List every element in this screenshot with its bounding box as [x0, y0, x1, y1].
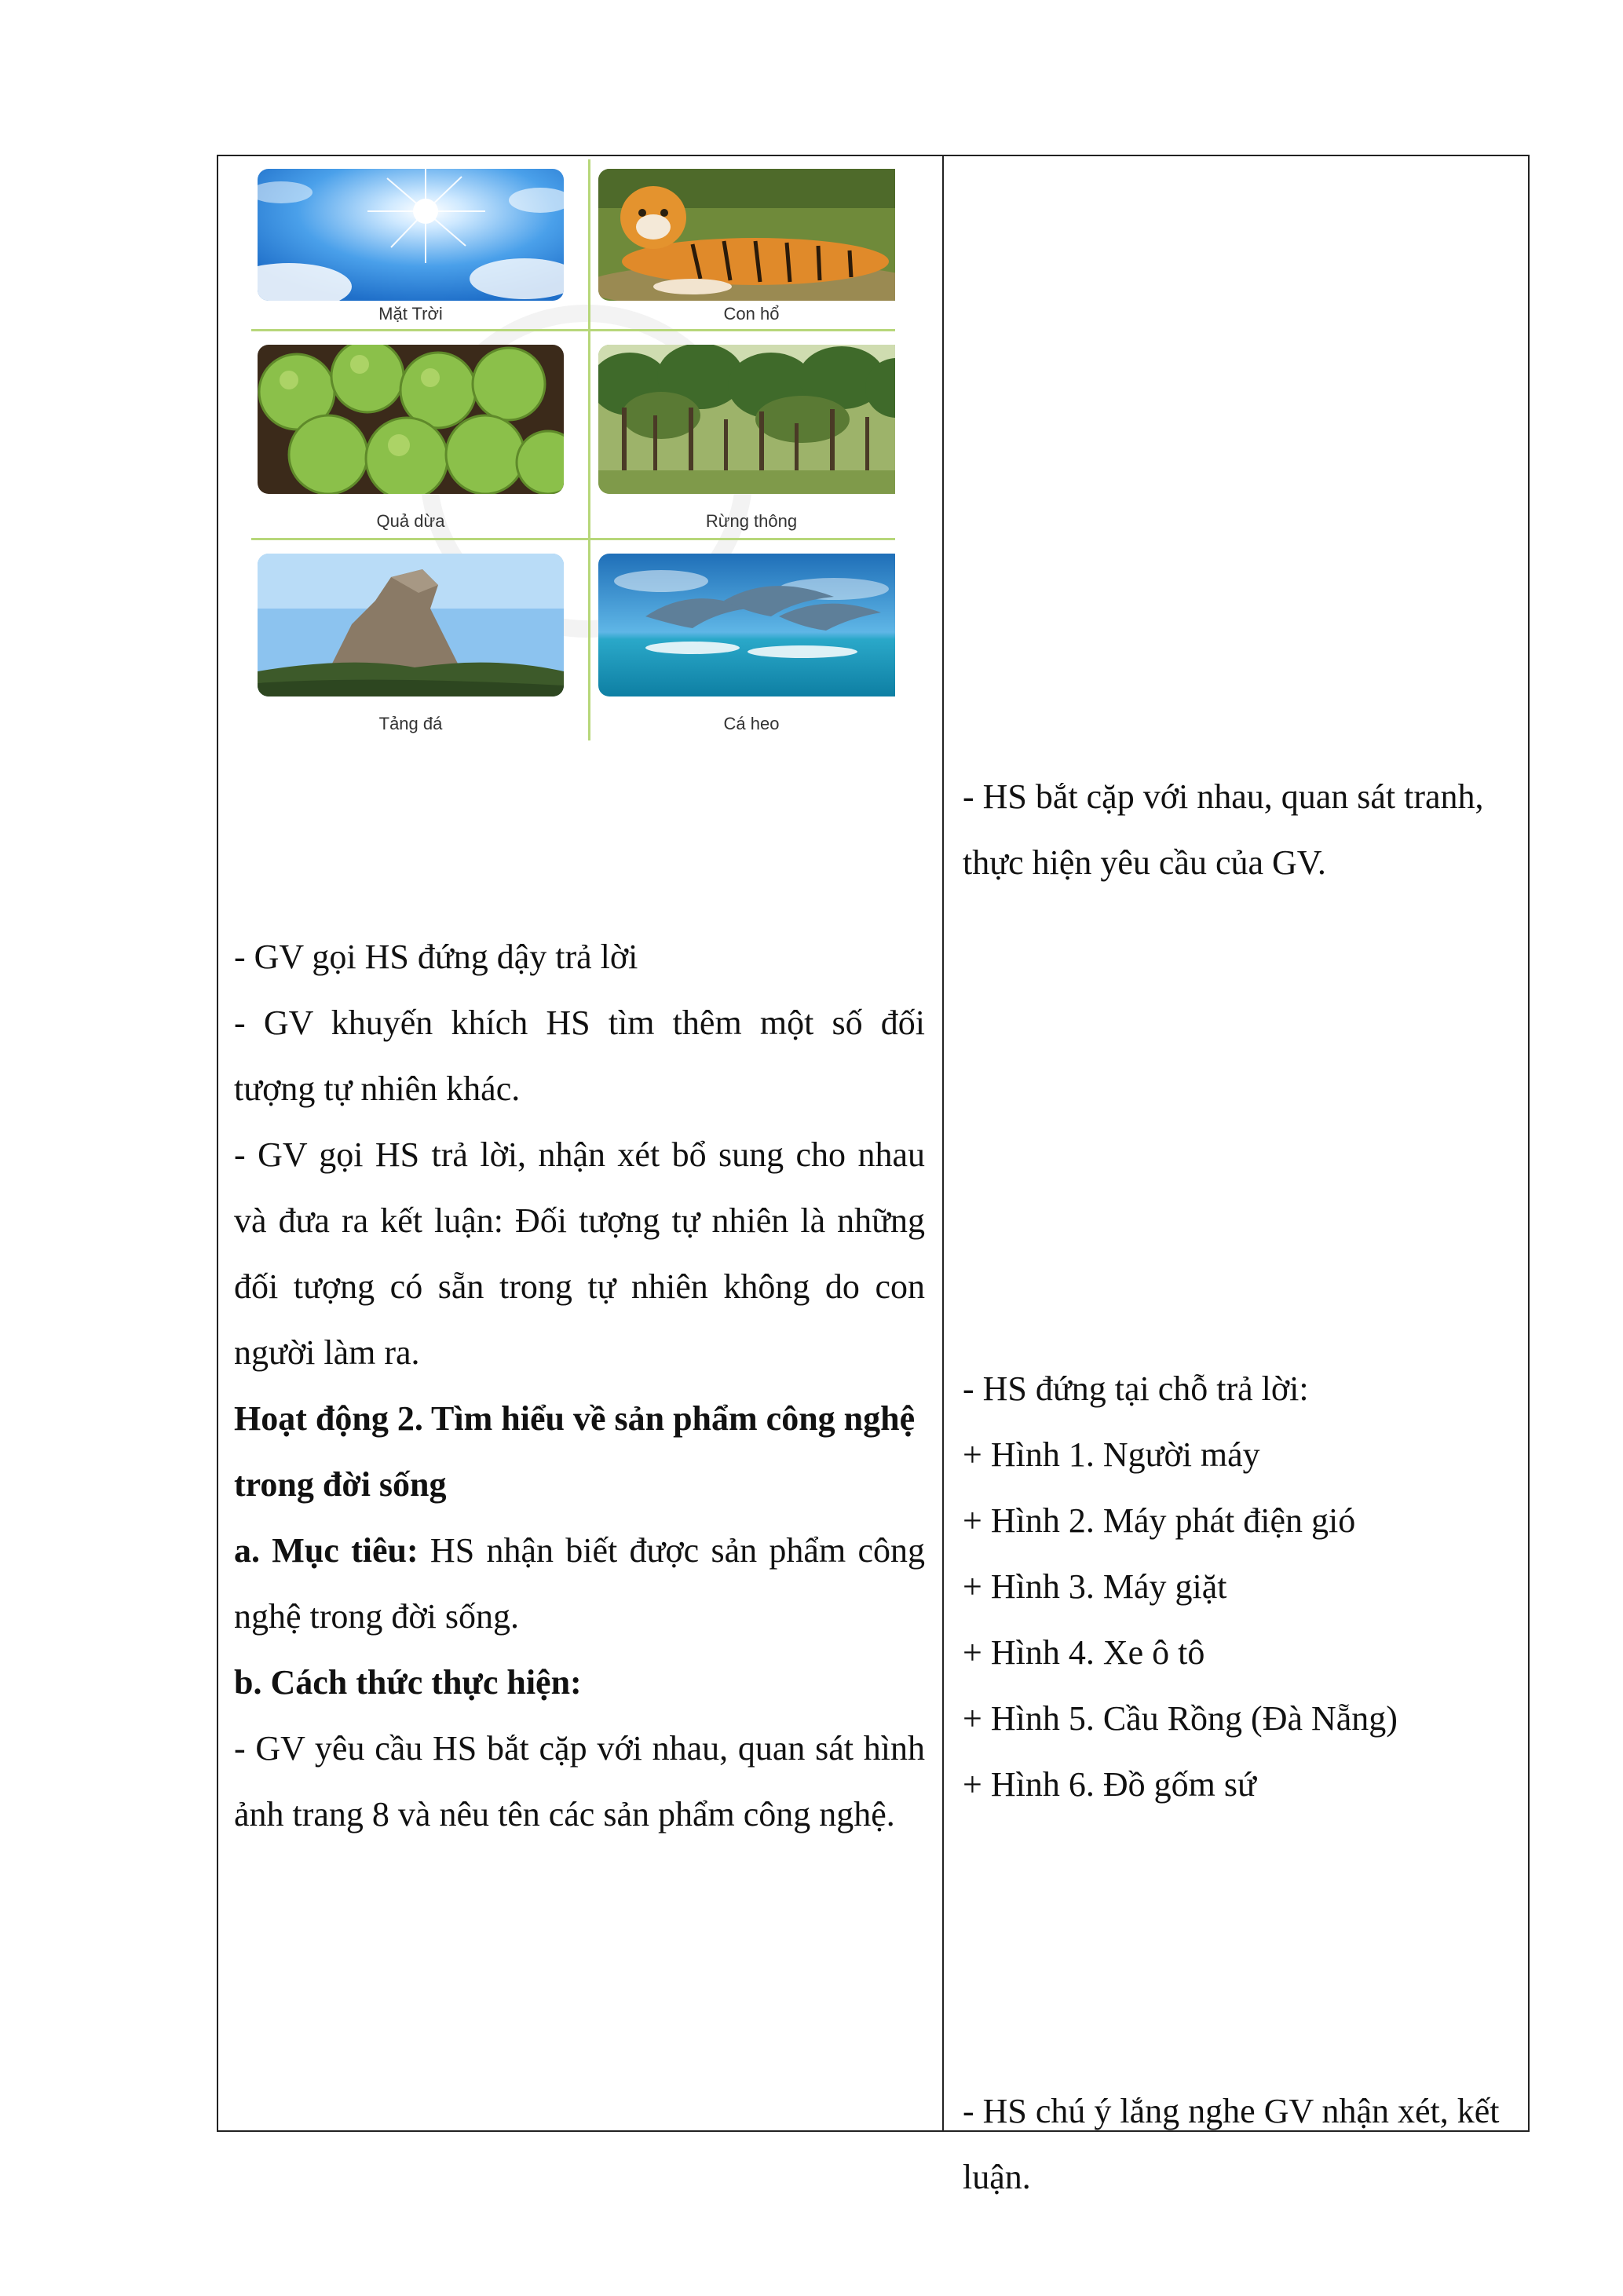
pine-forest-photo: [598, 345, 895, 494]
encourage-text: - GV khuyến khích HS tìm thêm một số đối tượng tự nhiên khác.: [234, 1004, 925, 1108]
rock-photo: [258, 554, 564, 696]
goal-text: HS nhận biết được sản phẩm công nghệ trong đời sống.: [234, 1531, 925, 1636]
sun-sky-photo: [258, 169, 564, 301]
answer-item: + Hình 3. Máy giặt: [963, 1567, 1227, 1606]
student-answers: [963, 1356, 1512, 1818]
caption-coconut: Quả dừa: [376, 511, 445, 531]
natural-objects-image-grid: [251, 159, 895, 740]
student-column: [963, 156, 1512, 2196]
caption-dolphin: Cá heo: [723, 714, 780, 733]
answer-intro: - HS đứng tại chỗ trả lời:: [963, 1369, 1309, 1408]
teacher-column: [234, 156, 925, 2130]
coconut-photo: [258, 345, 564, 494]
caption-rock: Tảng đá: [378, 714, 443, 733]
goal-paragraph: [234, 1518, 925, 1650]
teacher-instructions: [234, 924, 925, 1848]
method-heading: b. Cách thức thực hiện:: [234, 1663, 582, 1702]
conclusion-text: - GV gọi HS trả lời, nhận xét bổ sung cho nhau và đưa ra kết luận: Đối tượng tự nhiên là những đối tượng có sẵn trong tự nhiên không do con người làm ra.: [234, 1135, 925, 1372]
goal-label: a. Mục tiêu:: [234, 1531, 419, 1570]
call-student-text: - GV gọi HS đứng dậy trả lời: [234, 938, 638, 976]
answer-item: + Hình 6. Đồ gốm sứ: [963, 1765, 1256, 1804]
dolphin-photo: [598, 554, 895, 696]
caption-sun: Mặt Trời: [378, 304, 443, 324]
answer-item: + Hình 5. Cầu Rồng (Đà Nẵng): [963, 1699, 1398, 1738]
lesson-table: [217, 155, 1530, 2196]
pair-work-text: - HS bắt cặp với nhau, quan sát tranh, thực hiện yêu cầu của GV.: [963, 777, 1484, 882]
caption-tiger: Con hổ: [723, 304, 780, 324]
answer-item: + Hình 1. Người máy: [963, 1435, 1260, 1474]
tiger-photo: [598, 169, 895, 301]
activity-2-heading: Hoạt động 2. Tìm hiểu về sản phẩm công nghệ trong đời sống: [234, 1399, 916, 1504]
column-divider: [942, 156, 944, 2130]
listen-text: - HS chú ý lắng nghe GV nhận xét, kết luận.: [963, 2092, 1500, 2196]
answer-item: + Hình 2. Máy phát điện gió: [963, 1501, 1356, 1540]
task-text: - GV yêu cầu HS bắt cặp với nhau, quan sát hình ảnh trang 8 và nêu tên các sản phẩm công nghệ.: [234, 1729, 925, 1834]
caption-pine-forest: Rừng thông: [705, 511, 798, 531]
answer-item: + Hình 4. Xe ô tô: [963, 1633, 1205, 1672]
